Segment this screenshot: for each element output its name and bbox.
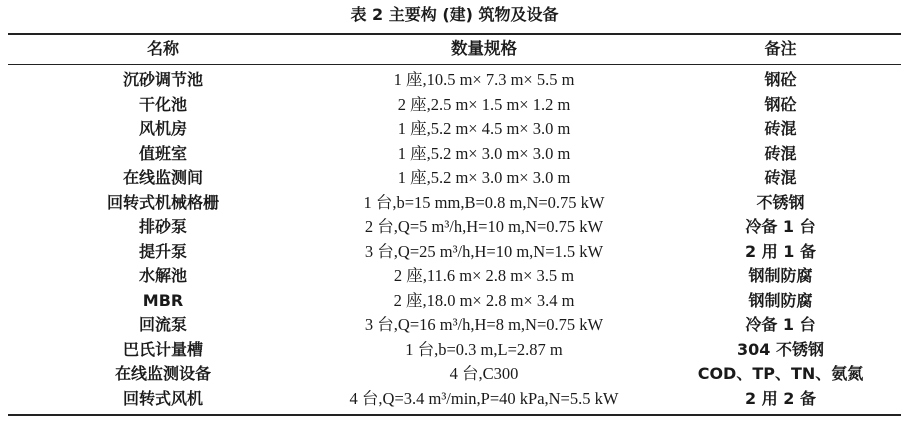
cell-remark: COD、TP、TN、氨氮: [697, 364, 864, 383]
cell-name: 巴氏计量槽: [122, 339, 203, 359]
cell-remark: 钢制防腐: [748, 266, 813, 285]
table-row: [8, 313, 901, 338]
cell-remark: 2 用 1 备: [745, 241, 816, 261]
cell-remark: 不锈钢: [756, 192, 805, 212]
cell-spec: 4 台,C300: [449, 364, 519, 383]
table-row: [8, 68, 901, 93]
cell-spec: 1 台,b=15 mm,B=0.8 m,N=0.75 kW: [363, 192, 605, 212]
cell-spec: 3 台,Q=25 m³/h,H=10 m,N=1.5 kW: [364, 241, 604, 261]
table-row: [8, 166, 901, 191]
table-row: [8, 289, 901, 314]
cell-name: 回流泵: [138, 315, 187, 334]
cell-remark: 砖混: [764, 143, 797, 163]
table-row: [8, 240, 901, 265]
table-header-row: [8, 37, 901, 62]
cell-name: 值班室: [138, 143, 187, 163]
cell-remark: 钢砼: [764, 70, 797, 89]
cell-spec: 1 座,5.2 m× 3.0 m× 3.0 m: [397, 168, 571, 187]
cell-spec: 4 台,Q=3.4 m³/min,P=40 kPa,N=5.5 kW: [349, 388, 619, 408]
cell-spec: 3 台,Q=16 m³/h,H=8 m,N=0.75 kW: [364, 315, 604, 334]
cell-remark: 砖混: [764, 168, 797, 187]
table-row: [8, 191, 901, 216]
cell-name: 风机房: [138, 119, 187, 138]
table-row: [8, 338, 901, 363]
top-rule: [8, 33, 901, 35]
cell-name: 在线监测设备: [114, 364, 211, 383]
table-row: [8, 142, 901, 167]
table-row: [8, 93, 901, 118]
cell-remark: 2 用 2 备: [745, 388, 816, 408]
cell-name: 在线监测间: [122, 168, 203, 187]
header-remark: 备注: [764, 39, 797, 58]
cell-spec: 2 座,18.0 m× 2.8 m× 3.4 m: [393, 290, 575, 310]
cell-spec: 2 台,Q=5 m³/h,H=10 m,N=0.75 kW: [364, 217, 604, 236]
cell-spec: 1 座,10.5 m× 7.3 m× 5.5 m: [393, 70, 575, 89]
cell-name: 排砂泵: [138, 217, 187, 236]
cell-name: 提升泵: [138, 241, 187, 261]
bottom-rule: [8, 414, 901, 416]
table-row: [8, 362, 901, 387]
cell-remark: 冷备 1 台: [745, 217, 816, 236]
header-name: 名称: [146, 39, 179, 58]
cell-spec: 1 台,b=0.3 m,L=2.87 m: [405, 339, 563, 359]
cell-name: 回转式机械格栅: [106, 192, 219, 212]
cell-spec: 1 座,5.2 m× 3.0 m× 3.0 m: [397, 143, 571, 163]
cell-name: 干化池: [138, 94, 187, 114]
cell-remark: 钢制防腐: [748, 290, 813, 310]
cell-remark: 304 不锈钢: [737, 339, 824, 359]
cell-name: MBR: [142, 290, 184, 310]
cell-remark: 钢砼: [764, 94, 797, 114]
header-rule: [8, 64, 901, 65]
cell-name: 沉砂调节池: [122, 70, 203, 89]
header-spec: 数量规格: [451, 39, 517, 58]
cell-name: 水解池: [138, 266, 187, 285]
table-row: [8, 117, 901, 142]
table-row: [8, 387, 901, 412]
cell-name: 回转式风机: [122, 388, 203, 408]
cell-remark: 冷备 1 台: [745, 315, 816, 334]
cell-remark: 砖混: [764, 119, 797, 138]
table-row: [8, 264, 901, 289]
table-row: [8, 215, 901, 240]
cell-spec: 2 座,11.6 m× 2.8 m× 3.5 m: [393, 266, 575, 285]
cell-spec: 1 座,5.2 m× 4.5 m× 3.0 m: [397, 119, 571, 138]
cell-spec: 2 座,2.5 m× 1.5 m× 1.2 m: [397, 94, 571, 114]
table-caption: 表 2 主要构 (建) 筑物及设备: [350, 5, 559, 24]
